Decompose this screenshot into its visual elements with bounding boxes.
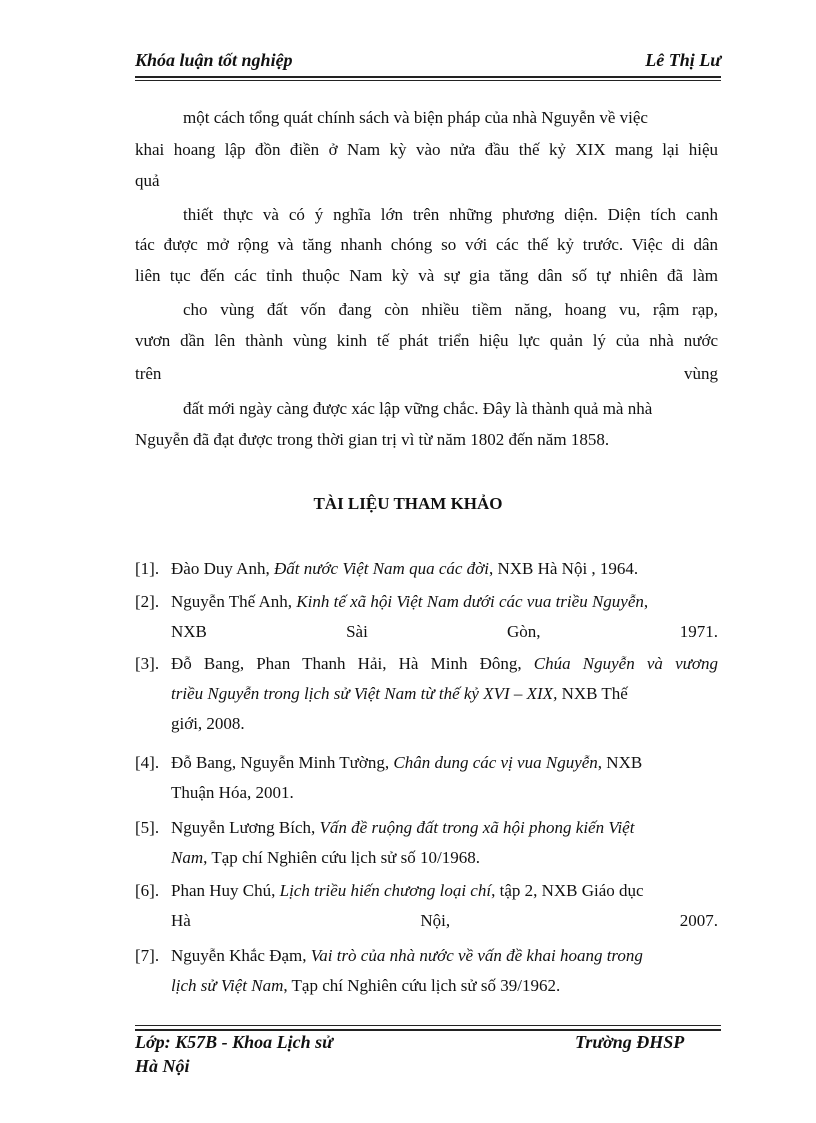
- body-line: một cách tổng quát chính sách và biện pháp của nhà Nguyễn về việc: [183, 108, 648, 127]
- body-line: Nguyễn đã đạt được trong thời gian trị vì từ năm 1802 đến năm 1858.: [135, 430, 610, 449]
- reference-word: 2007.: [679, 911, 718, 930]
- header-author: Lê Thị Lư: [645, 50, 721, 70]
- reference-author: Nguyễn Lương Bích,: [171, 818, 320, 837]
- body-word: trên: [135, 364, 162, 383]
- reference-line: [171, 750, 718, 776]
- reference-number: [3].: [135, 654, 160, 673]
- reference-line: [171, 619, 718, 645]
- reference-title: Đất nước Việt Nam qua các đời: [273, 559, 489, 578]
- footer-school: Trường ĐHSP: [575, 1032, 685, 1052]
- reference-publisher: , tập 2, NXB Giáo dục: [491, 881, 644, 900]
- reference-line: [171, 878, 718, 904]
- footer-class: Lớp: K57B - Khoa Lịch sử: [135, 1032, 333, 1052]
- body-line: vươn dần lên thành vùng kinh tế phát triển hiệu lực quản lý của nhà nước: [135, 331, 718, 350]
- reference-line: [171, 908, 718, 934]
- body-line: tác được mở rộng và tăng nhanh chóng so với các thế kỷ trước. Việc di dân: [135, 235, 718, 254]
- reference-line: [171, 943, 718, 969]
- reference-line: Thuận Hóa, 2001.: [171, 783, 294, 802]
- page-header: [135, 48, 721, 76]
- reference-publisher: , NXB Hà Nội , 1964.: [488, 559, 639, 578]
- reference-line: [171, 556, 718, 582]
- reference-number: [2].: [135, 592, 160, 611]
- reference-number: [1].: [135, 559, 160, 578]
- body-line: khai hoang lập đồn điền ở Nam kỳ vào nửa đầu thế kỷ XIX mang lại hiệu: [135, 140, 718, 159]
- reference-line: [171, 589, 718, 615]
- body-line: liên tục đến các tỉnh thuộc Nam kỳ và sự gia tăng dân số tự nhiên đã làm: [135, 266, 718, 285]
- reference-line: [171, 973, 718, 999]
- header-rule-thin: [135, 80, 721, 81]
- reference-line: [171, 651, 718, 677]
- reference-title: Nam: [171, 848, 204, 867]
- reference-title: lịch sử Việt Nam: [171, 976, 284, 995]
- body-line: cho vùng đất vốn đang còn nhiều tiềm năng, hoang vu, rậm rạp,: [183, 300, 718, 319]
- reference-author: Đào Duy Anh,: [171, 559, 274, 578]
- body-line: [135, 362, 718, 386]
- reference-publisher: , Tạp chí Nghiên cứu lịch sử số 39/1962.: [283, 976, 561, 995]
- footer-rule-thin: [135, 1025, 721, 1026]
- reference-title: triều Nguyễn trong lịch sử Việt Nam từ thế kỷ XVI – XIX,: [171, 684, 558, 703]
- body-line: đất mới ngày càng được xác lập vững chắc. Đây là thành quả mà nhà: [183, 399, 653, 418]
- reference-number: [6].: [135, 881, 160, 900]
- header-rule: [135, 76, 721, 78]
- body-line: quả: [135, 171, 160, 190]
- reference-author: Nguyễn Thế Anh,: [171, 592, 297, 611]
- header-thesis-title: Khóa luận tốt nghiệp: [135, 50, 293, 70]
- reference-title: Kinh tế xã hội Việt Nam dưới các vua triều Nguyễn: [296, 592, 644, 611]
- reference-author: Đỗ Bang, Nguyễn Minh Tường,: [171, 753, 394, 772]
- reference-word: NXB: [171, 622, 207, 641]
- reference-word: Nội,: [420, 911, 451, 930]
- reference-word: 1971.: [679, 622, 718, 641]
- reference-word: Gòn,: [507, 622, 541, 641]
- reference-line: [171, 845, 718, 871]
- footer-rule: [135, 1029, 721, 1031]
- reference-number: [4].: [135, 753, 160, 772]
- references-heading: TÀI LIỆU THAM KHẢO: [313, 494, 503, 513]
- reference-publisher: , NXB: [597, 753, 643, 772]
- reference-publisher: , Tạp chí Nghiên cứu lịch sử số 10/1968.: [203, 848, 480, 867]
- reference-number: [7].: [135, 946, 160, 965]
- reference-title: Vấn đề ruộng đất trong xã hội phong kiến Việt: [319, 818, 635, 837]
- body-word: vùng: [684, 364, 718, 383]
- reference-word: Hà: [171, 911, 191, 930]
- reference-word: Sài: [346, 622, 368, 641]
- reference-title: Lịch triều hiến chương loại chí: [279, 881, 492, 900]
- footer-city: Hà Nội: [135, 1056, 190, 1076]
- reference-publisher: NXB Thế: [557, 684, 628, 703]
- reference-punct: ,: [643, 592, 649, 611]
- body-line: thiết thực và có ý nghĩa lớn trên những phương diện. Diện tích canh: [183, 205, 718, 224]
- reference-author: Phan Huy Chú,: [171, 881, 280, 900]
- reference-author: Đỗ Bang, Phan Thanh Hải, Hà Minh Đông,: [171, 654, 534, 673]
- reference-line: giới, 2008.: [171, 714, 245, 733]
- reference-line: [171, 815, 718, 841]
- reference-author: Nguyễn Khắc Đạm,: [171, 946, 311, 965]
- reference-title: Vai trò của nhà nước về vấn đề khai hoang trong: [310, 946, 643, 965]
- reference-line: [171, 681, 718, 707]
- reference-title: Chân dung các vị vua Nguyễn: [393, 753, 598, 772]
- reference-title: Chúa Nguyễn và vương: [533, 654, 718, 673]
- reference-number: [5].: [135, 818, 160, 837]
